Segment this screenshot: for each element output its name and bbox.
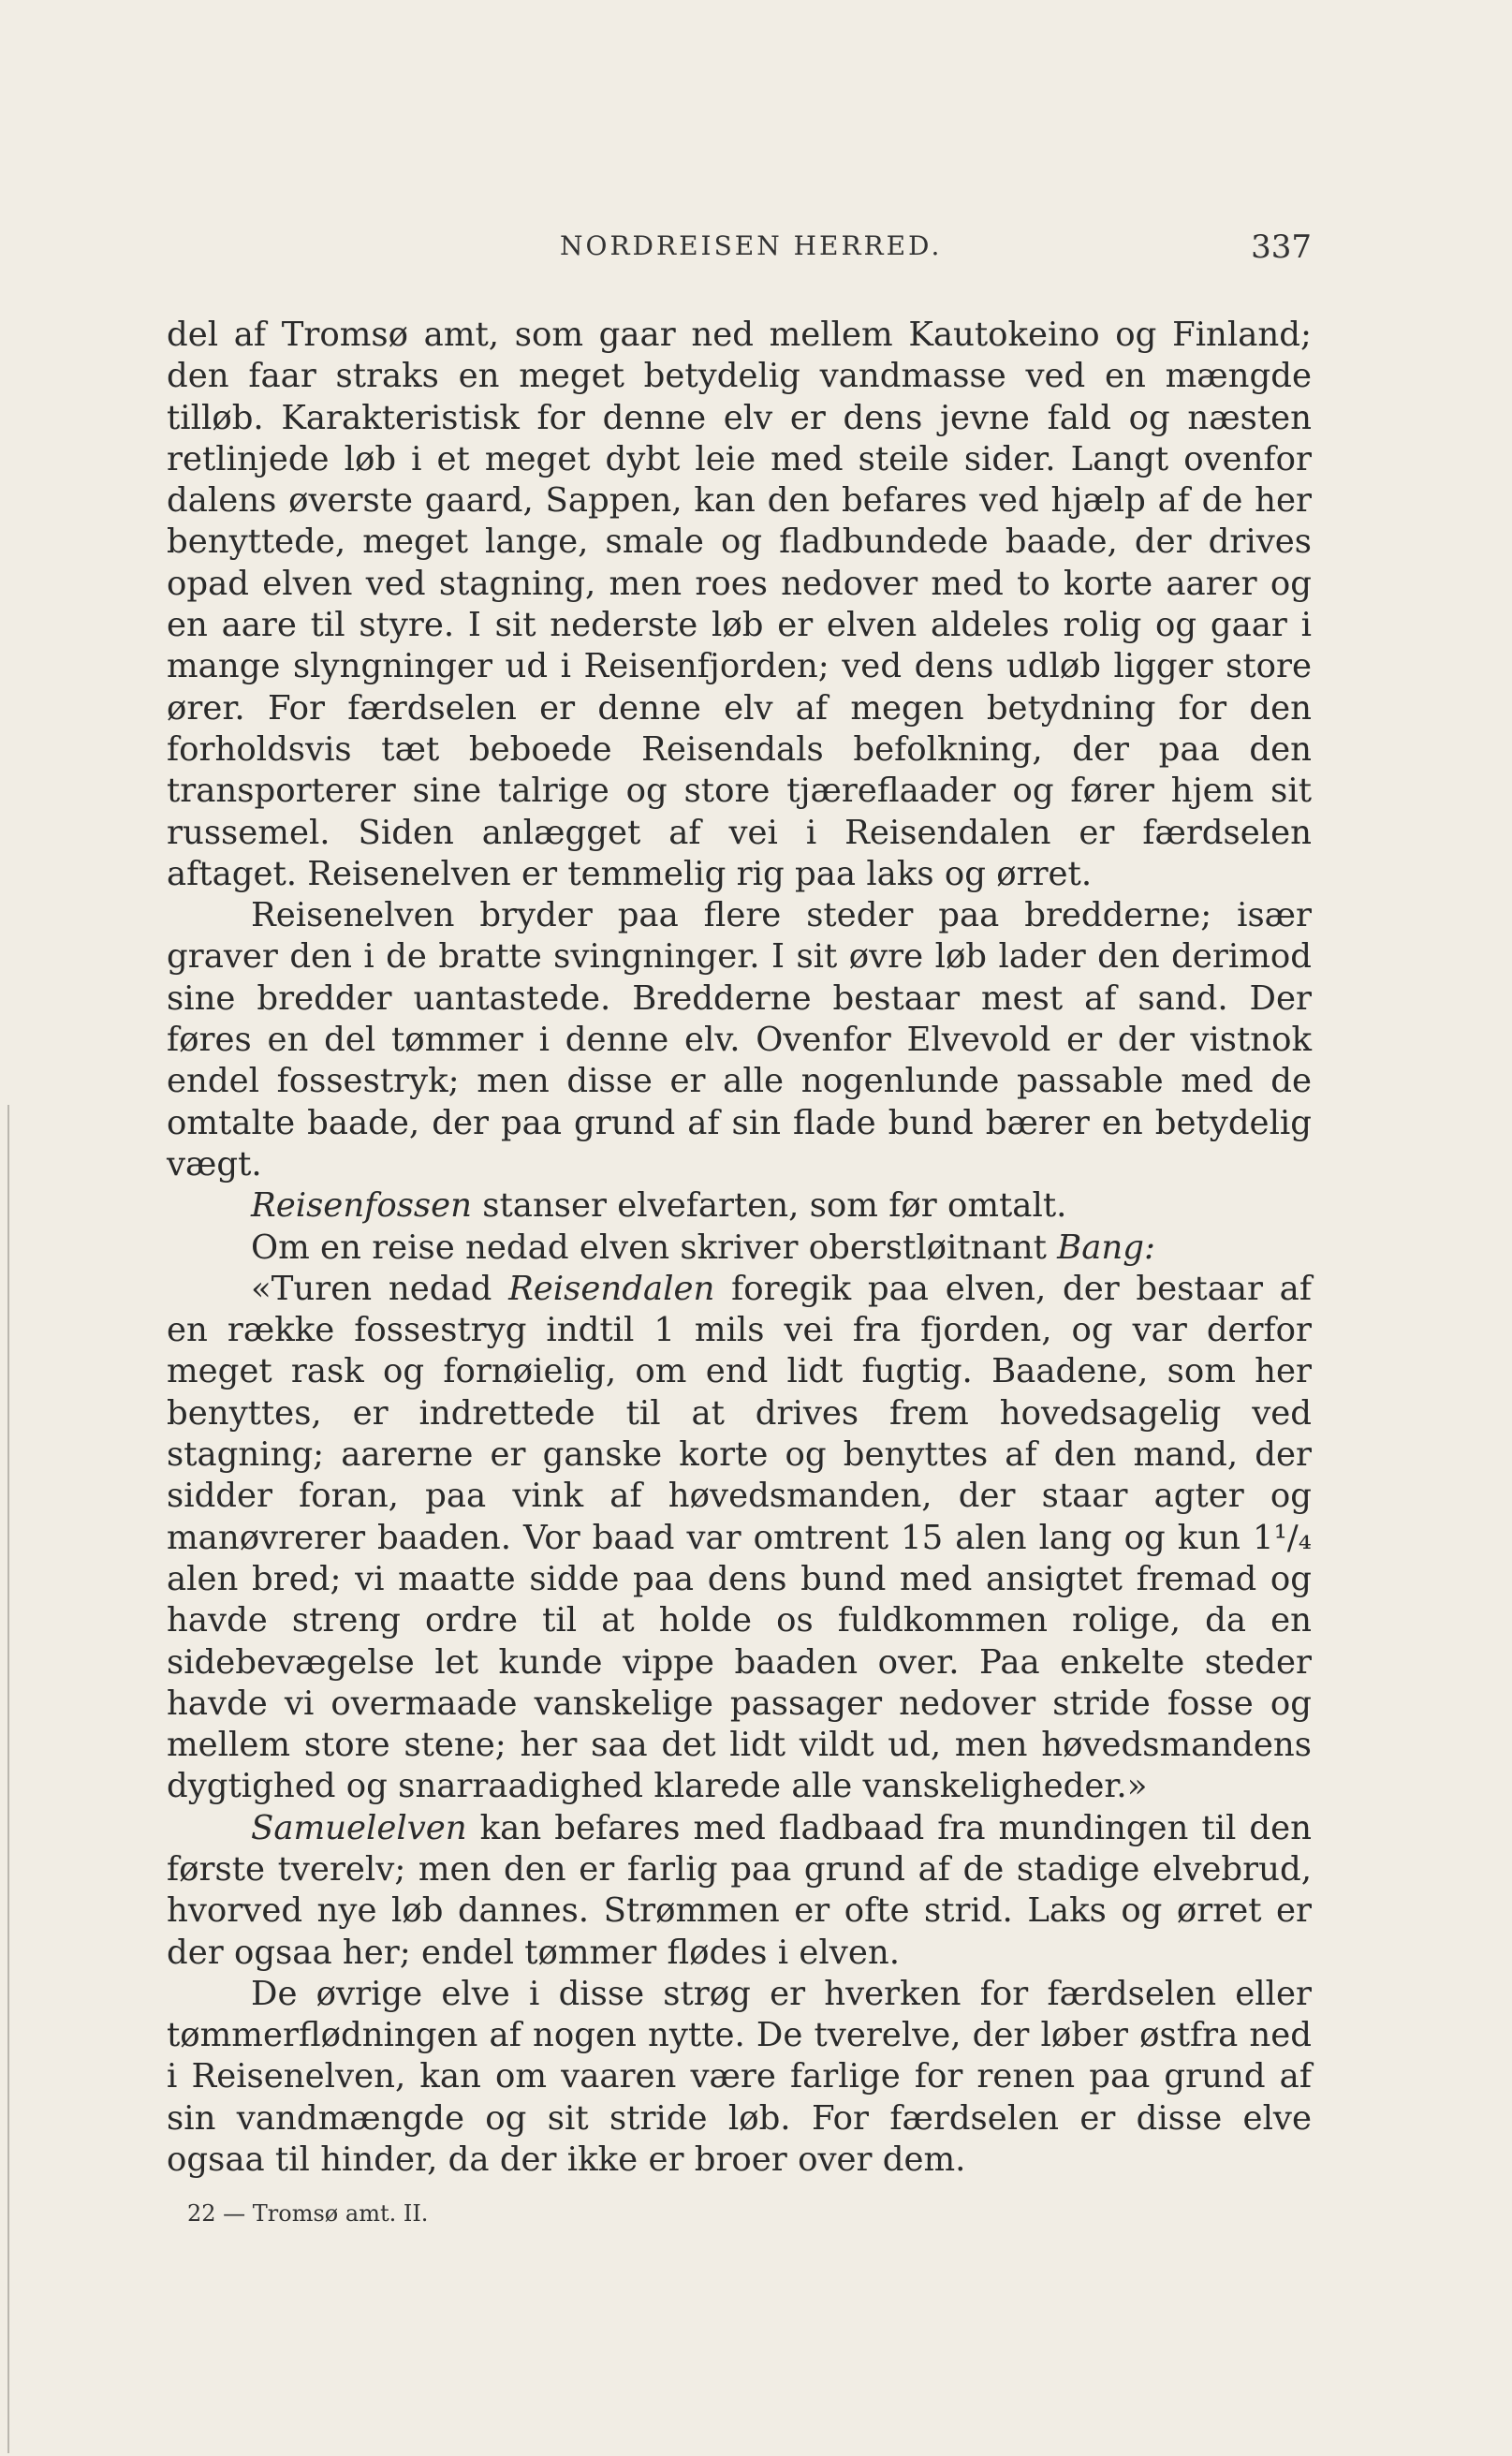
paragraph-text: «Turen nedad bbox=[251, 1269, 509, 1308]
italic-term: Reisenfossen bbox=[251, 1186, 473, 1226]
paragraph bbox=[167, 1808, 1312, 1974]
paragraph-text: Reisenelven bryder paa flere steder paa bredderne; især graver den i de bratte svingninger. I sit øvre løb lader den derimod sine bredder uantastede. Bredderne bestaar mest af sand. Der føres en del tømmer i denne elv. Ovenfor Elvevold er der vistnok endel fossestryk; men disse er alle nogenlunde passable med de omtalte baade, der paa grund af sin flade bund bærer en betydelig vægt. bbox=[167, 896, 1312, 1184]
paragraph-text: del af Tromsø amt, som gaar ned mellem Kautokeino og Finland; den faar straks en meget betydelig vandmasse ved en mængde tilløb. Karakteristisk for denne elv er dens jevne fald og næsten retlinjede løb i et meget dybt leie med steile sider. Langt ovenfor dalens øverste gaard, Sappen, kan den befares ved hjælp af de her benyttede, meget lange, smale og fladbundede baade, der drives opad elven ved stagning, men roes nedover med to korte aarer og en aare til styre. I sit nederste løb er elven aldeles rolig og gaar i mange slyngninger ud i Reisenfjorden; ved dens udløb ligger store ører. For færdselen er denne elv af megen betydning for den forholdsvis tæt beboede Reisendals befolkning, der paa den transporterer sine talrige og store tjæreflaader og fører hjem sit russemel. Siden anlægget af vei i Reisendalen er færdselen aftaget. Reisenelven er temmelig rig paa laks og ørret. bbox=[167, 316, 1312, 893]
italic-term: Samuelelven bbox=[251, 1808, 467, 1847]
paragraph-text: foregik paa elven, der bestaar af en række fossestryg indtil 1 mils vei fra fjorden, og var derfor meget rask og fornøielig, om end lidt fugtig. Baadene, som her benyttes, er indrettede til at drives frem hovedsagelig ved stagning; aarerne er ganske korte og benyttes af den mand, der sidder foran, paa vink af høvedsmanden, der staar agter og manøvrerer baaden. Vor baad var omtrent 15 alen lang og kun 1¹/₄ alen bred; vi maatte sidde paa dens bund med ansigtet fremad og havde streng ordre til at holde os fuldkommen rolige, da en sidebevægelse let kunde vippe baaden over. Paa enkelte steder havde vi overmaade vanskelige passager nedover stride fosse og mellem store stene; her saa det lidt vildt ud, men høvedsmandens dygtighed og snarraadighed klarede alle vanskeligheder.» bbox=[167, 1269, 1312, 1806]
paragraph-text: Om en reise nedad elven skriver oberstløitnant bbox=[251, 1228, 1058, 1267]
paragraph bbox=[167, 1974, 1312, 2181]
italic-term: Bang: bbox=[1057, 1228, 1155, 1267]
page-number: 337 bbox=[1251, 228, 1312, 266]
paragraph bbox=[167, 1228, 1312, 1269]
paragraph-text: kan befares med fladbaad fra mundingen til den første tverelv; men den er farlig paa grund af de stadige elvebrud, hvorved nye løb dannes. Strømmen er ofte strid. Laks og ørret er der ogsaa her; endel tømmer flødes i elven. bbox=[167, 1808, 1312, 1972]
paragraph bbox=[167, 315, 1312, 895]
paragraph-text: stanser elvefarten, som før omtalt. bbox=[472, 1186, 1067, 1226]
body-text bbox=[167, 315, 1312, 2181]
paragraph bbox=[167, 1269, 1312, 1808]
signature-mark: 22 — Tromsø amt. II. bbox=[187, 2200, 429, 2227]
italic-term: Reisendalen bbox=[508, 1269, 715, 1308]
paragraph bbox=[167, 1185, 1312, 1227]
page-edge-line bbox=[7, 1105, 9, 2453]
page-header bbox=[167, 230, 1312, 277]
paragraph bbox=[167, 895, 1312, 1185]
paragraph-text: De øvrige elve i disse strøg er hverken for færdselen eller tømmerflødningen af nogen nytte. De tverelve, der løber østfra ned i Reisenelven, kan om vaaren være farlige for renen paa grund af sin vandmængde og sit stride løb. For færdselen er disse elve ogsaa til hinder, da der ikke er broer over dem. bbox=[167, 1974, 1312, 2180]
running-head: NORDREISEN HERRED. bbox=[560, 230, 943, 261]
